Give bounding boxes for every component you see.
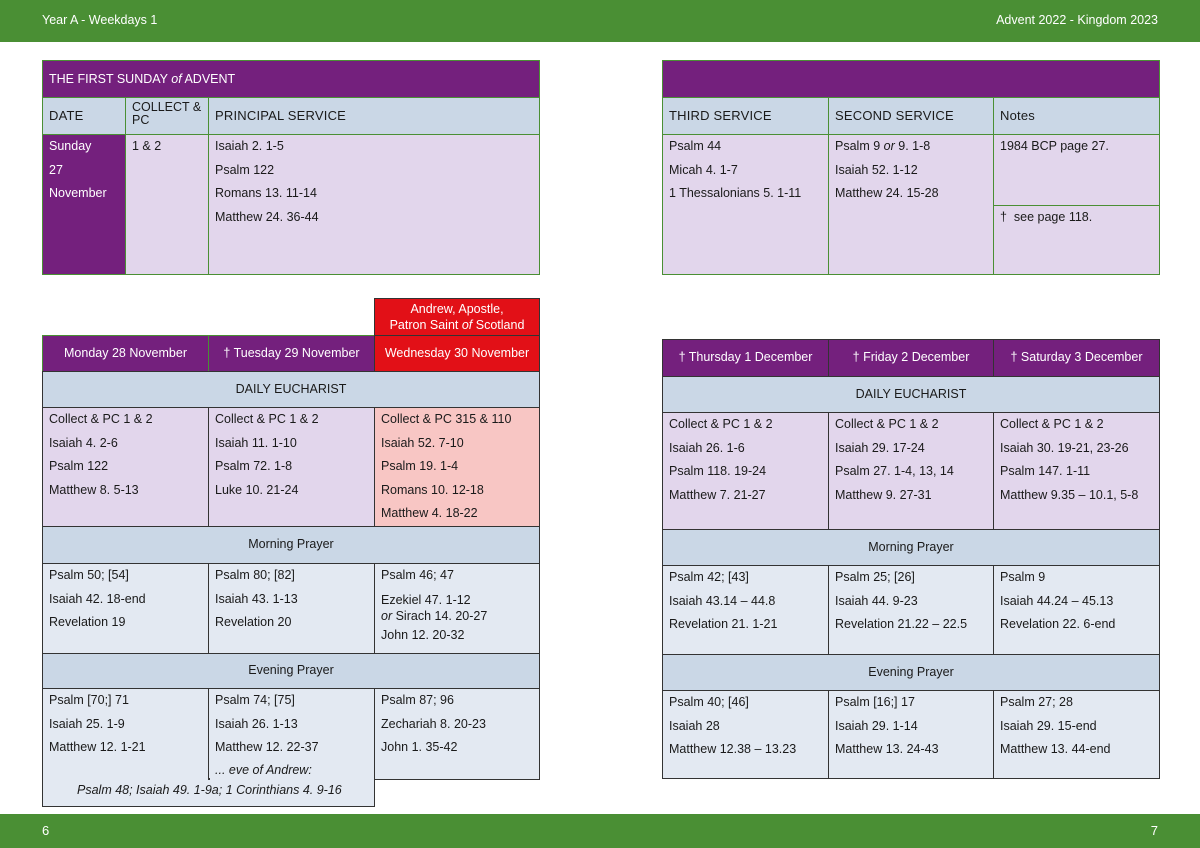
section-label: Morning Prayer (248, 537, 334, 552)
notes-text: 1984 BCP page 27. (1000, 139, 1109, 153)
reading-line: Revelation 19 (49, 615, 126, 629)
reading-line: Isaiah 11. 1-10 (215, 435, 297, 450)
reading-line: Psalm 9 (1000, 570, 1046, 584)
footer-bar (0, 814, 1200, 848)
reading-line: Isaiah 29. 17-24 (835, 440, 925, 455)
col-header-notes-label: Notes (1000, 108, 1035, 123)
reading-line: Isaiah 26. 1-6 (669, 440, 745, 455)
col-header-third (662, 97, 829, 135)
psalm-pre: Psalm 9 (835, 139, 884, 153)
reading-line: Luke 10. 21-24 (215, 482, 299, 497)
feast-of: of (461, 318, 473, 332)
eve-of-andrew-label: ... eve of Andrew: (215, 762, 312, 777)
reading-line: Revelation 20 (215, 615, 292, 629)
reading-line: Romans 13. 11-14 (215, 186, 317, 200)
sunday-title-right-band (662, 60, 1160, 98)
reading-line: Psalm [70;] 71 (49, 693, 129, 707)
section-morning-prayer (42, 526, 540, 564)
reading-line: Psalm 25; [26] (835, 570, 915, 584)
reading-line: Isaiah 42. 18-end (49, 591, 146, 606)
reading-line: Psalm 44 (669, 139, 722, 153)
reading-line: Isaiah 52. 1-12 (835, 162, 918, 177)
header-bar (0, 0, 1200, 42)
reading-line: John 12. 20-32 (381, 627, 465, 642)
reading-line: Psalm 27. 1-4, 13, 14 (835, 464, 954, 478)
day-label: † Friday 2 December (852, 350, 970, 365)
reading-line: Isaiah 25. 1-9 (49, 716, 125, 731)
morning-thursday (662, 565, 829, 655)
reading-line: Psalm 80; [82] (215, 568, 295, 582)
col-header-date (42, 97, 126, 135)
reading-line: Psalm 74; [75] (215, 693, 295, 707)
reading-or: or (381, 608, 393, 623)
reading-line: Matthew 12. 1-21 (49, 740, 146, 754)
reading-line: Isaiah 26. 1-13 (215, 716, 298, 731)
section-label: Evening Prayer (868, 664, 954, 679)
col-header-collect-label: COLLECT & PC (132, 100, 202, 127)
eucharist-saturday (993, 412, 1160, 530)
eucharist-friday (828, 412, 994, 530)
reading-line: Collect & PC 1 & 2 (215, 412, 319, 426)
day-label: Wednesday 30 November (384, 345, 530, 360)
day-label: † Saturday 3 December (1010, 350, 1143, 365)
reading-line: Matthew 7. 21-27 (669, 487, 766, 502)
reading-line: Psalm 118. 19-24 (669, 464, 767, 478)
reading-line: 1 Thessalonians 5. 1-11 (669, 186, 802, 200)
reading-line (835, 135, 987, 159)
page-number-left: 6 (42, 823, 50, 838)
col-header-principal (208, 97, 540, 135)
feast-post: Scotland (472, 318, 525, 332)
reading-line: Matthew 9.35 – 10.1, 5-8 (1000, 487, 1139, 502)
reading-line: Psalm 147. 1-11 (1000, 464, 1091, 478)
morning-wednesday (374, 563, 540, 654)
reading-line: Psalm 122 (215, 162, 275, 177)
dagger-symbol: † (1000, 210, 1007, 224)
reading-line: Matthew 13. 44-end (1000, 742, 1111, 756)
reading-line: Collect & PC 1 & 2 (669, 417, 773, 431)
notes-cell-1 (993, 134, 1160, 206)
reading-line: Psalm 87; 96 (381, 693, 454, 707)
reading-line: Matthew 12. 22-37 (215, 740, 319, 754)
section-label: Evening Prayer (248, 663, 334, 678)
col-header-date-label: DATE (49, 108, 84, 123)
reading-line: Matthew 13. 24-43 (835, 742, 939, 756)
reading-line: Psalm 19. 1-4 (381, 459, 459, 473)
day-header-tuesday (208, 335, 375, 372)
section-daily-eucharist (42, 371, 540, 408)
reading-line: Psalm 27; 28 (1000, 695, 1073, 709)
sunday-title-of: of (171, 72, 182, 86)
eve-readings-text: Psalm 48; Isaiah 49. 1-9a; 1 Corinthians 4. 9-16 (77, 783, 342, 797)
reading-line: Collect & PC 1 & 2 (49, 412, 153, 426)
notes-see-page: see page 118. (1013, 210, 1093, 224)
sunday-date-cell (42, 134, 126, 275)
reading-line: Matthew 9. 27-31 (835, 487, 932, 502)
feast-andrew-header (374, 298, 540, 336)
reading-line: Revelation 21. 1-21 (669, 617, 778, 631)
reading-line: Isaiah 30. 19-21, 23-26 (1000, 440, 1129, 455)
reading-alt: Sirach 14. 20-27 (392, 608, 488, 623)
collect-value: 1 & 2 (132, 139, 162, 153)
day-header-wednesday (374, 335, 540, 372)
feast-line (379, 317, 535, 333)
section-evening-prayer (42, 653, 540, 689)
reading-line: John 1. 35-42 (381, 740, 458, 754)
col-header-notes (993, 97, 1160, 135)
notes-text (1000, 206, 1153, 230)
sunday-title-post: ADVENT (181, 72, 236, 86)
day-header-monday (42, 335, 209, 372)
day-header-friday (828, 339, 994, 377)
morning-saturday (993, 565, 1160, 655)
sunday-collect-cell (125, 134, 209, 275)
reading-line: Isaiah 28 (669, 718, 720, 733)
day-label: Monday 28 November (64, 345, 187, 360)
col-header-third-label: THIRD SERVICE (669, 108, 772, 123)
reading-line: Matthew 4. 18-22 (381, 506, 478, 520)
reading-line: Psalm 122 (49, 459, 109, 473)
reading-line: Isaiah 44. 9-23 (835, 593, 918, 608)
reading-line: Psalm 40; [46] (669, 695, 749, 709)
reading-line: Revelation 21.22 – 22.5 (835, 617, 968, 631)
sunday-third-cell (662, 134, 829, 275)
col-header-second-label: SECOND SERVICE (835, 108, 954, 123)
reading-line: Isaiah 44.24 – 45.13 (1000, 593, 1114, 608)
reading-line: Isaiah 4. 2-6 (49, 435, 118, 450)
reading-line: Ezekiel 47. 1-12 (381, 592, 471, 607)
reading-line: Matthew 24. 15-28 (835, 186, 939, 200)
day-label: † Tuesday 29 November (223, 345, 360, 360)
section-morning-prayer-right (662, 529, 1160, 566)
section-evening-prayer-right (662, 654, 1160, 691)
col-header-collect (125, 97, 209, 135)
eve-of-andrew-readings (42, 779, 375, 807)
morning-tuesday (208, 563, 375, 654)
reading-line: Matthew 8. 5-13 (49, 482, 139, 497)
reading-line: Psalm 72. 1-8 (215, 459, 293, 473)
evening-wednesday (374, 688, 540, 780)
eucharist-wednesday (374, 407, 540, 527)
reading-line: Romans 10. 12-18 (381, 482, 484, 497)
eucharist-monday (42, 407, 209, 527)
date-line: 27 (49, 162, 63, 177)
day-label: † Thursday 1 December (678, 350, 813, 365)
reading-line: Isaiah 29. 1-14 (835, 718, 918, 733)
reading-line: Micah 4. 1-7 (669, 162, 738, 177)
reading-line (381, 608, 533, 624)
morning-friday (828, 565, 994, 655)
col-header-principal-label: PRINCIPAL SERVICE (215, 108, 347, 123)
col-header-second (828, 97, 994, 135)
date-line: November (49, 186, 107, 200)
reading-line: Collect & PC 1 & 2 (835, 417, 939, 431)
reading-line: Psalm 42; [43] (669, 570, 749, 584)
header-left-text: Year A - Weekdays 1 (42, 13, 158, 27)
reading-line: Isaiah 43. 1-13 (215, 591, 298, 606)
eve-merge-divider (208, 778, 210, 780)
reading-line: Collect & PC 315 & 110 (381, 412, 512, 426)
sunday-title (42, 60, 540, 98)
reading-line: Matthew 24. 36-44 (215, 209, 319, 224)
reading-line: Isaiah 43.14 – 44.8 (669, 593, 776, 608)
evening-thursday (662, 690, 829, 779)
reading-line: Isaiah 29. 15-end (1000, 718, 1097, 733)
eucharist-thursday (662, 412, 829, 530)
eve-merge-mask (43, 778, 209, 780)
reading-line: Isaiah 52. 7-10 (381, 435, 464, 450)
sunday-second-cell (828, 134, 994, 275)
reading-line: Psalm 50; [54] (49, 568, 129, 582)
reading-line: Revelation 22. 6-end (1000, 617, 1116, 631)
eucharist-tuesday (208, 407, 375, 527)
evening-monday (42, 688, 209, 780)
sunday-principal-cell (208, 134, 540, 275)
psalm-or: or (883, 139, 895, 153)
section-daily-eucharist-right (662, 376, 1160, 413)
notes-cell-2 (993, 205, 1160, 275)
sunday-title-pre: THE FIRST SUNDAY (49, 72, 172, 86)
section-label: DAILY EUCHARIST (855, 386, 967, 401)
feast-line: Andrew, Apostle, (410, 302, 504, 316)
date-line: Sunday (49, 139, 92, 153)
feast-pre: Patron Saint (389, 318, 462, 332)
evening-saturday (993, 690, 1160, 779)
day-header-saturday (993, 339, 1160, 377)
psalm-post: 9. 1-8 (894, 139, 931, 153)
evening-tuesday (208, 688, 375, 780)
section-label: DAILY EUCHARIST (235, 381, 347, 396)
evening-friday (828, 690, 994, 779)
reading-line: Zechariah 8. 20-23 (381, 716, 486, 731)
reading-line: Matthew 12.38 – 13.23 (669, 742, 797, 756)
day-header-thursday (662, 339, 829, 377)
header-right-text: Advent 2022 - Kingdom 2023 (996, 13, 1158, 27)
morning-monday (42, 563, 209, 654)
page-number-right: 7 (1150, 823, 1158, 838)
section-label: Morning Prayer (868, 539, 954, 554)
reading-line: Psalm 46; 47 (381, 568, 454, 582)
eve-label (215, 760, 368, 780)
reading-line: Collect & PC 1 & 2 (1000, 417, 1104, 431)
reading-line: Isaiah 2. 1-5 (215, 139, 284, 153)
reading-line: Psalm [16;] 17 (835, 695, 915, 709)
